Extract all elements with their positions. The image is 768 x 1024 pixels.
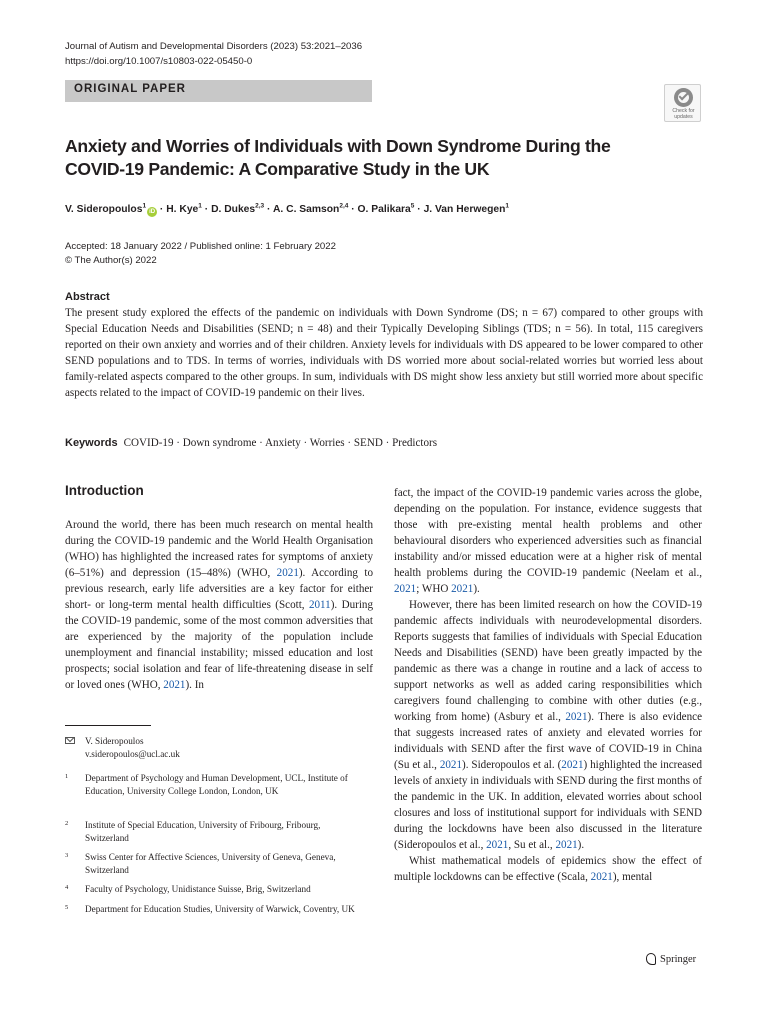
- citation-link[interactable]: 2021: [439, 759, 462, 771]
- author-affiliation-sup: 2,3: [255, 202, 265, 210]
- paper-title: Anxiety and Worries of Individuals with Down Syndrome During the COVID-19 Pandemic: A Comparative Study in the UK: [65, 136, 611, 179]
- affiliation-text: Department of Psychology and Human Development, UCL, Institute of Education, University College London, London, UK: [85, 773, 348, 796]
- doi-link[interactable]: https://doi.org/10.1007/s10803-022-05450-0: [65, 56, 253, 67]
- publication-dates: Accepted: 18 January 2022 / Published online: 1 February 2022: [65, 241, 336, 252]
- affiliation-number: 2: [65, 820, 69, 827]
- author-name[interactable]: A. C. Samson: [272, 204, 340, 215]
- citation-link[interactable]: 2021: [561, 759, 584, 771]
- citation-link[interactable]: 2021: [163, 679, 186, 691]
- check-updates-label-2: updates: [674, 114, 693, 120]
- author-name[interactable]: H. Kye: [166, 204, 199, 215]
- affiliation-text: Department for Education Studies, University of Warwick, Coventry, UK: [85, 904, 355, 914]
- keywords-list: COVID-19 · Down syndrome · Anxiety · Worries · SEND · Predictors: [123, 437, 438, 449]
- affiliation-text: Faculty of Psychology, Unidistance Suisse, Brig, Switzerland: [85, 884, 311, 894]
- citation-link[interactable]: 2021: [565, 711, 588, 723]
- envelope-icon: [65, 737, 75, 744]
- affiliation-number: 3: [65, 852, 69, 859]
- intro-paragraph: Whist mathematical models of epidemics show the effect of multiple lockdowns can be effective (Scala, 2021), mental: [394, 855, 702, 883]
- check-updates-label-1: Check for: [672, 108, 695, 114]
- citation-link[interactable]: 2021: [486, 839, 509, 851]
- affiliation-number: 1: [65, 773, 69, 780]
- citation-link[interactable]: 2021: [555, 839, 578, 851]
- intro-paragraph: fact, the impact of the COVID-19 pandemic varies across the globe, depending on the population. For instance, evidence suggests that those with pre-existing mental health problems and other behavioural disorders who experienced adversities such as financial instability and/or missed education were at a higher risk of mental health problems during the COVID-19 pandemic (Neelam et al., 2021; WHO 2021).: [394, 487, 702, 595]
- publisher-logo: [645, 952, 696, 965]
- author-name[interactable]: V. Sideropoulos: [65, 204, 143, 215]
- author-name[interactable]: D. Dukes: [211, 204, 256, 215]
- journal-citation: Journal of Autism and Developmental Disorders (2023) 53:2021–2036: [65, 41, 363, 52]
- springer-horse-icon: [645, 952, 656, 964]
- author-affiliation-sup: 1: [142, 202, 147, 210]
- affiliation-text: Institute of Special Education, University of Fribourg, Fribourg, Switzerland: [85, 820, 321, 843]
- citation-link[interactable]: 2021: [590, 871, 613, 883]
- affiliation-text: Swiss Center for Affective Sciences, University of Geneva, Geneva, Switzerland: [85, 852, 336, 875]
- keywords-label: Keywords: [65, 437, 118, 449]
- check-for-updates-button[interactable]: [664, 84, 701, 122]
- citation-link[interactable]: 2011: [308, 599, 331, 611]
- affiliation-number: 4: [65, 884, 69, 891]
- author-affiliation-sup: 5: [410, 202, 415, 210]
- article-type-bar: [65, 80, 372, 102]
- abstract-heading: Abstract: [65, 291, 110, 303]
- introduction-heading: Introduction: [65, 483, 144, 498]
- intro-paragraph: Around the world, there has been much research on mental health during the COVID-19 pandemic and the World Health Organisation (WHO) has highlighted the increased rates for symptoms of anxiety (6–51%) and depression (15–48%) (WHO, 2021). According to previous research, early life adversities are a key factor for either short- or long-term mental health difficulties (Scott, 2011). During the COVID-19 pandemic, some of the most common adversities that are experienced by the majority of the population include unemployment and financial instability; missed education and lost prospects; social isolation and fear of life-threatening disease in self or loved ones (WHO, 2021). In: [65, 519, 373, 691]
- author-list: V. Sideropoulos$^1$iD · H. Kye$^1$ · D. Dukes$^{2,3}$ · A. C. Samson$^{2,4}$ · O. Palikara$^5$ · J. Van Herwegen$^1$: [65, 202, 510, 215]
- corresponding-author: V. Sideropoulos: [85, 736, 144, 746]
- abstract-text: The present study explored the effects of the pandemic on individuals with Down Syndrome (DS; n = 67) compared to other groups with Special Education Needs and Disabilities (SEND; n = 48) and their Typically Developing Siblings (TDS; n = 56). In total, 115 caregivers reported on their own anxiety and worries and of their children. Anxiety levels for individuals with DS appeared to be lower compared to other SEND populations and to TDS. In terms of worries, individuals with DS worried more about social-related worries but worried less about family-related aspects compared to the other groups. In sum, individuals with DS might show less anxiety but still worried more about specific aspects related to the impact of COVID-19 pandemic on their lives.: [65, 307, 703, 399]
- keywords-section: [65, 437, 437, 449]
- author-affiliation-sup: 1: [505, 202, 510, 210]
- author-affiliation-sup: 1: [198, 202, 202, 210]
- article-type-label: ORIGINAL PAPER: [74, 83, 186, 95]
- citation-link[interactable]: 2021: [394, 583, 417, 595]
- citation-link[interactable]: 2021: [276, 567, 299, 579]
- orcid-icon[interactable]: iD: [149, 209, 156, 215]
- copyright-notice: © The Author(s) 2022: [65, 255, 157, 266]
- author-name[interactable]: O. Palikara: [357, 204, 411, 215]
- affiliation-number: 5: [65, 904, 69, 911]
- author-affiliation-sup: 2,4: [339, 202, 349, 210]
- author-name[interactable]: J. Van Herwegen: [423, 204, 506, 215]
- right-column: [394, 485, 702, 885]
- corresponding-email[interactable]: v.sideropoulos@ucl.ac.uk: [85, 749, 180, 759]
- intro-paragraph: However, there has been limited research on how the COVID-19 pandemic affects individuals with neurodevelopmental disorders. Reports suggests that families of individuals with Special Education Needs and Disabilities (SEND) have been greatly impacted by the pandemic as there was a change in routine and a lack of access to support networks as well as added caring responsibilities which caregivers found challenging to combine with other duties (e.g., working from home) (Asbury et al., 2021). There is also evidence that suggests increased rates of anxiety and elevated worries for individuals with SEND after the first wave of COVID-19 in China (Su et al., 2021). Sideropoulos et al. (2021) highlighted the increased levels of anxiety in individuals with SEND during the first months of the pandemic in the UK. In addition, elevated worries about school closures and loss of institutional support for individuals with SEND during the lockdowns have been also discussed in the literature (Sideropoulos et al., 2021, Su et al., 2021).: [394, 599, 702, 851]
- footnote-divider: [65, 725, 151, 726]
- left-column: [65, 517, 373, 693]
- publisher-name: Springer: [660, 954, 697, 965]
- citation-link[interactable]: 2021: [451, 583, 474, 595]
